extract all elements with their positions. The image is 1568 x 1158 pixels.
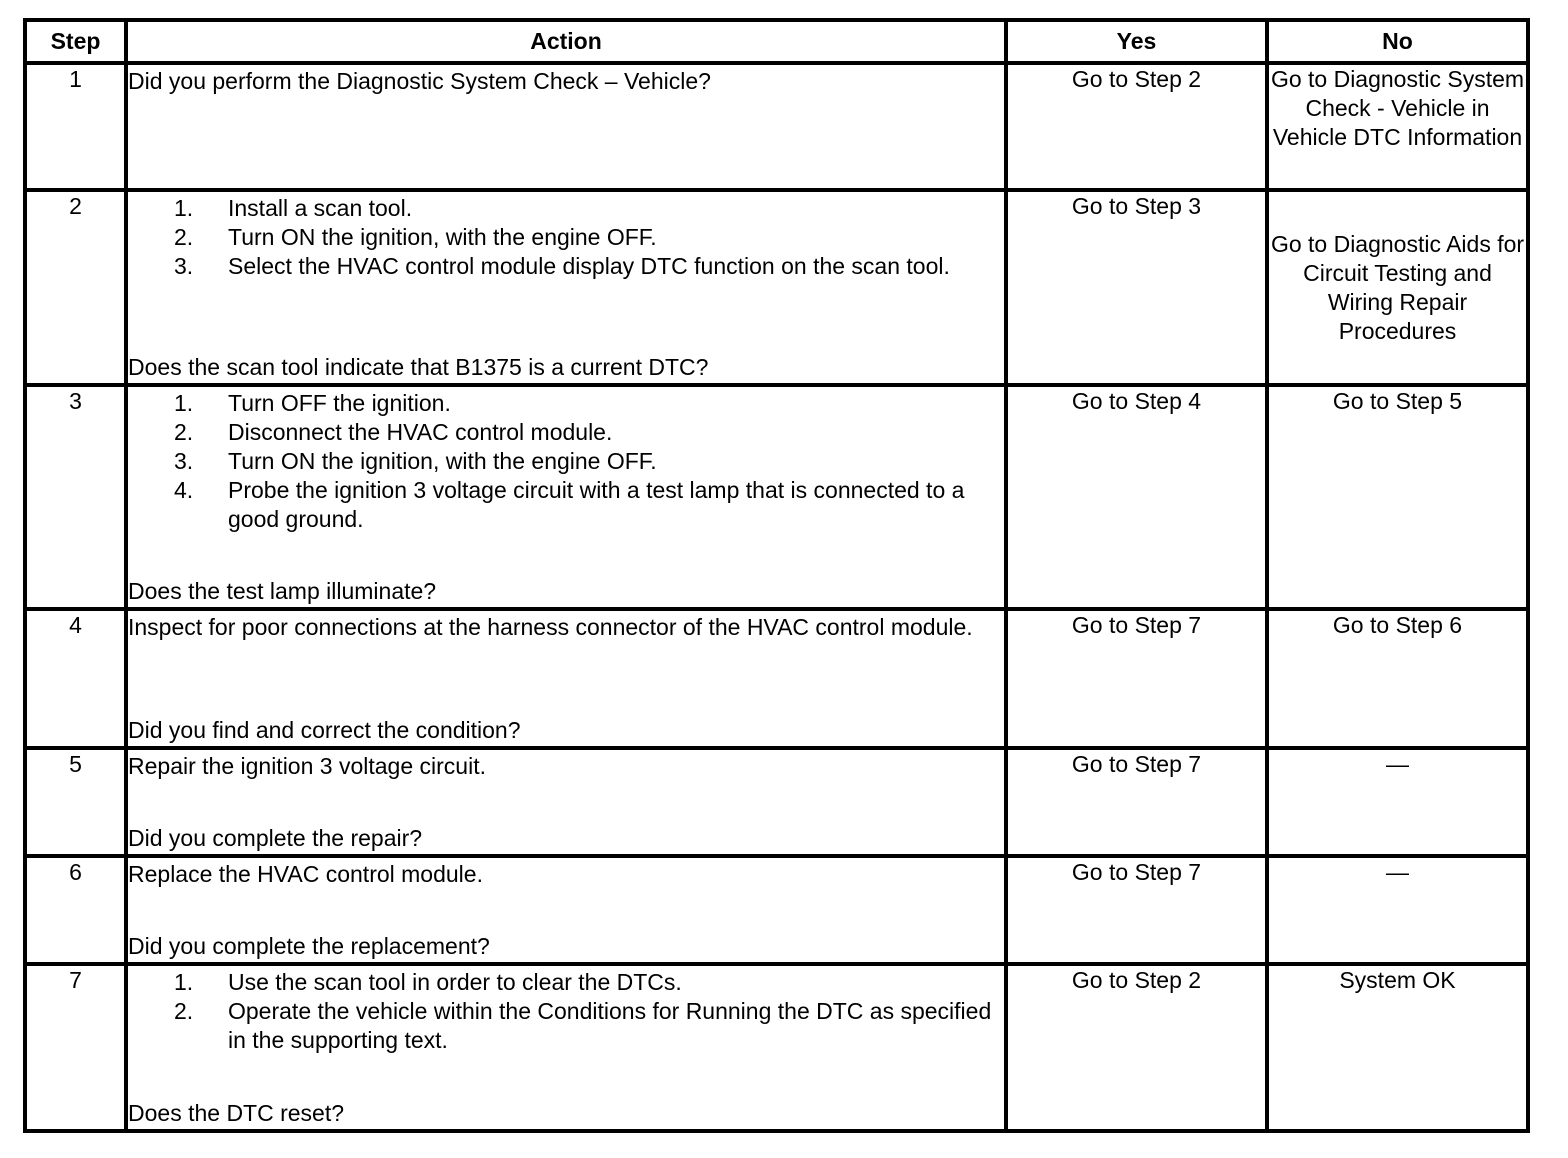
list-item-text: Turn ON the ignition, with the engine OFF. xyxy=(228,448,657,474)
action-cell xyxy=(126,609,1006,748)
step-number: 7 xyxy=(25,964,126,1131)
list-item-number: 3. xyxy=(174,448,194,474)
no-result: Go to Diagnostic Aids for Circuit Testing and Wiring Repair Procedures xyxy=(1267,190,1528,385)
list-item-text: Disconnect the HVAC control module. xyxy=(228,419,613,445)
table-row xyxy=(25,385,1528,609)
table-row xyxy=(25,609,1528,748)
action-step-list xyxy=(128,194,1004,281)
header-no: No xyxy=(1267,20,1528,63)
yes-result: Go to Step 3 xyxy=(1006,190,1267,385)
action-question: Did you complete the replacement? xyxy=(128,933,490,959)
action-instruction: Replace the HVAC control module. xyxy=(128,861,483,887)
header-action: Action xyxy=(126,20,1006,63)
list-item-text: Probe the ignition 3 voltage circuit with a test lamp that is connected to a good ground. xyxy=(228,477,965,532)
list-item-number: 3. xyxy=(174,253,194,279)
action-step-list xyxy=(128,968,1004,1055)
table-row xyxy=(25,190,1528,385)
action-question: Does the DTC reset? xyxy=(128,1100,345,1126)
action-question: Does the test lamp illuminate? xyxy=(128,578,437,604)
action-cell xyxy=(126,190,1006,385)
header-step: Step xyxy=(25,20,126,63)
header-yes: Yes xyxy=(1006,20,1267,63)
step-number: 6 xyxy=(25,856,126,964)
list-item xyxy=(128,223,1004,252)
list-item-text: Turn ON the ignition, with the engine OFF. xyxy=(228,224,657,250)
list-item xyxy=(128,418,1004,447)
list-item-text: Select the HVAC control module display DTC function on the scan tool. xyxy=(228,253,950,279)
action-cell xyxy=(126,63,1006,190)
step-number: 5 xyxy=(25,748,126,856)
no-result: — xyxy=(1267,856,1528,964)
yes-result: Go to Step 7 xyxy=(1006,748,1267,856)
step-number: 4 xyxy=(25,609,126,748)
list-item-text: Use the scan tool in order to clear the DTCs. xyxy=(228,969,682,995)
action-cell xyxy=(126,964,1006,1131)
table-row xyxy=(25,856,1528,964)
table-body xyxy=(25,63,1528,1131)
list-item-number: 2. xyxy=(174,224,194,250)
action-cell xyxy=(126,385,1006,609)
action-question: Did you find and correct the condition? xyxy=(128,717,521,743)
action-question: Does the scan tool indicate that B1375 is a current DTC? xyxy=(128,354,709,380)
list-item-number: 2. xyxy=(174,419,194,445)
list-item-text: Operate the vehicle within the Conditions for Running the DTC as specified in the supporting text. xyxy=(228,998,992,1053)
list-item xyxy=(128,389,1004,418)
list-item xyxy=(128,252,1004,281)
list-item-number: 4. xyxy=(174,477,194,503)
list-item xyxy=(128,194,1004,223)
table-row xyxy=(25,964,1528,1131)
action-instruction: Repair the ignition 3 voltage circuit. xyxy=(128,753,486,779)
step-number: 1 xyxy=(25,63,126,190)
list-item xyxy=(128,968,1004,997)
list-item xyxy=(128,476,1004,534)
step-number: 3 xyxy=(25,385,126,609)
no-result: Go to Diagnostic System Check - Vehicle in Vehicle DTC Information xyxy=(1267,63,1528,190)
yes-result: Go to Step 7 xyxy=(1006,609,1267,748)
step-number: 2 xyxy=(25,190,126,385)
table-row xyxy=(25,63,1528,190)
list-item xyxy=(128,997,1004,1055)
yes-result: Go to Step 2 xyxy=(1006,964,1267,1131)
list-item-number: 2. xyxy=(174,998,194,1024)
no-result: System OK xyxy=(1267,964,1528,1131)
list-item xyxy=(128,447,1004,476)
list-item-number: 1. xyxy=(174,969,194,995)
action-cell xyxy=(126,856,1006,964)
action-step-list xyxy=(128,389,1004,534)
yes-result: Go to Step 2 xyxy=(1006,63,1267,190)
table-row xyxy=(25,748,1528,856)
list-item-number: 1. xyxy=(174,195,194,221)
no-result: Go to Step 5 xyxy=(1267,385,1528,609)
action-cell xyxy=(126,748,1006,856)
list-item-text: Install a scan tool. xyxy=(228,195,413,221)
list-item-text: Turn OFF the ignition. xyxy=(228,390,451,416)
list-item-number: 1. xyxy=(174,390,194,416)
action-question: Did you complete the repair? xyxy=(128,825,423,851)
action-instruction: Inspect for poor connections at the harness connector of the HVAC control module. xyxy=(128,614,973,640)
yes-result: Go to Step 4 xyxy=(1006,385,1267,609)
yes-result: Go to Step 7 xyxy=(1006,856,1267,964)
header-row xyxy=(25,20,1528,63)
no-result: Go to Step 6 xyxy=(1267,609,1528,748)
action-instruction: Did you perform the Diagnostic System Check – Vehicle? xyxy=(128,68,711,94)
no-result: — xyxy=(1267,748,1528,856)
diagnostic-table xyxy=(23,18,1530,1133)
